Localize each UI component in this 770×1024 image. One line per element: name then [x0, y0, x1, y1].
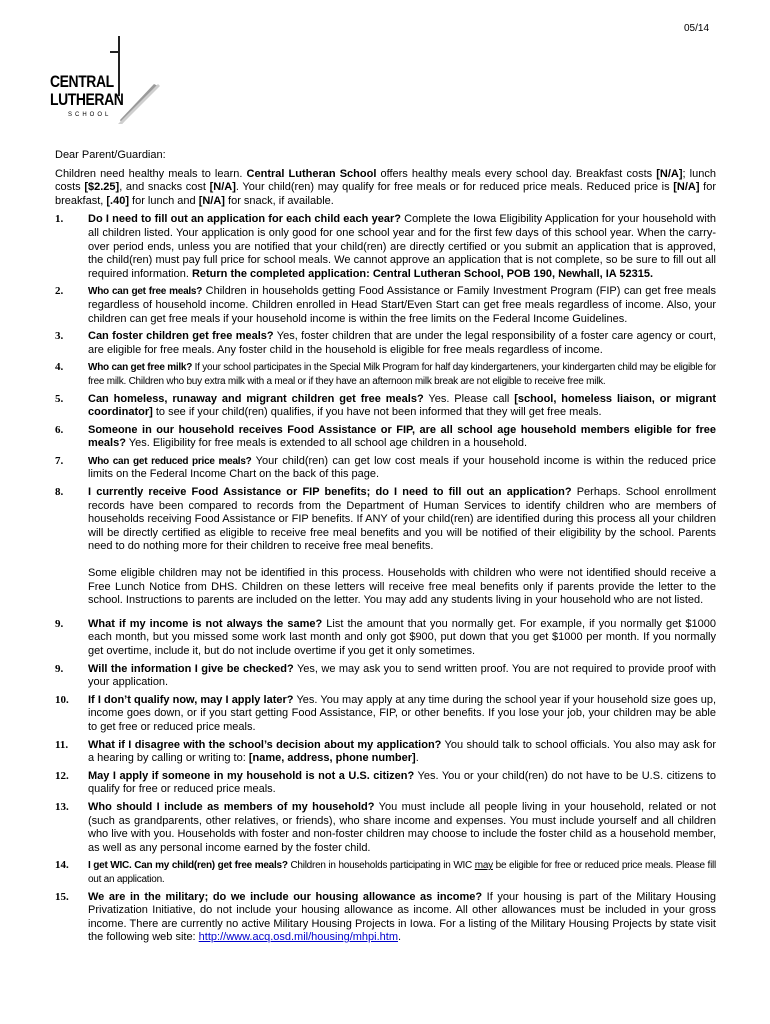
qa-number: 8. — [55, 486, 64, 499]
intro-text: Children need healthy meals to learn. — [55, 167, 247, 180]
qa-question: Who can get reduced price meals? — [88, 455, 252, 467]
qa-answer: Yes. Please call — [423, 392, 515, 405]
qa-number: 13. — [55, 800, 69, 813]
military-housing-link[interactable]: http://www.acq.osd.mil/housing/mhpi.htm — [198, 931, 398, 944]
qa-number: 4. — [55, 361, 64, 374]
qa-answer: Yes, we may ask you to send written proof. You are not required to provide proof with your application. — [88, 662, 716, 689]
qa-number: 9. — [55, 617, 64, 630]
school-logo — [50, 36, 162, 126]
qa-item — [55, 739, 716, 766]
school-name: Central Lutheran School — [246, 167, 377, 180]
qa-item — [55, 361, 716, 388]
qa-item — [55, 770, 716, 797]
qa-answer: Yes. Eligibility for free meals is extended to all school age children in a household. — [125, 437, 528, 450]
qa-item — [55, 455, 716, 482]
qa-question: I get WIC. Can my child(ren) get free meals? — [88, 860, 288, 872]
qa-number: 12. — [55, 769, 69, 782]
intro-text: for snack, if available. — [224, 194, 334, 207]
snack-cost: [N/A] — [209, 181, 236, 194]
qa-item — [55, 859, 716, 886]
qa-question: Who can get free milk? — [88, 362, 193, 374]
qa-question: May I apply if someone in my household is not a U.S. citizen? — [88, 769, 415, 782]
qa-item — [55, 801, 716, 855]
qa-question: Someone in our household receives Food Assistance or FIP, are all school age household members eligible for free meals? — [88, 423, 716, 450]
qa-question: Will the information I give be checked? — [88, 662, 294, 675]
intro-text: for lunch and — [128, 194, 199, 207]
qa-number: 15. — [55, 890, 69, 903]
qa-answer: Yes. You may apply at any time during the school year if your household size goes up, income goes down, or if you start getting Food Assistance, FIP, or other benefits. If you lose your job, your children may be able to get free or reduced price meals. — [88, 693, 717, 733]
intro-text: , and snacks cost — [119, 181, 210, 194]
logo-word-central: CENTRAL — [50, 72, 114, 91]
qa-item — [55, 330, 716, 357]
qa-answer-paragraph: Some eligible children may not be identified in this process. Households with children who were not identified should receive a Free Lunch Notice from DHS. Children on these letters will receive free meal benefits only if parents provide the letter to the school. Instructions to parents are included on the letter. You may add any students living in your household who are not listed. — [88, 567, 716, 607]
qa-question: Who should I include as members of my household? — [88, 800, 375, 813]
qa-number: 7. — [55, 454, 64, 467]
qa-item — [55, 393, 716, 420]
qa-answer: Children in households getting Food Assistance or Family Investment Program (FIP) can get free meals regardless of household income. Children enrolled in Head Start/Even Start can get free meals regardless of income. Also, your children can get free meals if your household income is within the free limits on the Federal Income Guidelines. — [88, 285, 717, 325]
qa-item — [55, 694, 716, 735]
qa-question: Can homeless, runaway and migrant children get free meals? — [88, 392, 424, 405]
qa-question: What if my income is not always the same? — [88, 617, 323, 630]
cross-bar — [110, 51, 120, 53]
qa-answer: If your housing is part of the Military Housing Privatization Initiative, do not include your housing allowance as income. All other allowances must be included in your gross income. There are currently no active Military Housing Projects in Iowa. For a listing of the Military Housing Projects by state visit the following web site: — [88, 890, 716, 944]
lunch-cost: [$2.25] — [84, 181, 120, 194]
contact-placeholder: [school, homeless liaison, or migrant coordinator] — [88, 392, 716, 419]
qa-question: What if I disagree with the school’s decision about my application? — [88, 738, 442, 751]
qa-item — [55, 285, 716, 326]
contact-placeholder: [name, address, phone number] — [248, 752, 416, 765]
intro-text: . Your child(ren) may qualify for free meals or for reduced price meals. Reduced price is — [235, 181, 674, 194]
qa-item — [55, 663, 716, 690]
intro-text: for breakfast, — [55, 181, 717, 207]
qa-number: 9. — [55, 662, 64, 675]
logo-word-school: SCHOOL — [68, 112, 112, 118]
qa-item — [55, 486, 716, 608]
intro-text: ; lunch costs — [55, 167, 716, 194]
qa-answer: Yes. You or your child(ren) do not have to be U.S. citizens to qualify for free or reduced price meals. — [88, 769, 716, 796]
logo-word-lutheran: LUTHERAN — [50, 90, 124, 109]
qa-item — [55, 213, 716, 281]
qa-answer: Your child(ren) can get low cost meals if your household income is within the reduced price limits on the Federal Income Chart on the back of this page. — [88, 454, 716, 481]
qa-answer: Children in households participating in WIC — [287, 860, 475, 872]
qa-number: 2. — [55, 285, 64, 298]
qa-answer: You must include all people living in your household, related or not (such as grandparents, other relatives, or friends), who share income and expenses. You must include yourself and all children who live with you. Households with foster and non-foster children may choose to include the foster child as a household member, as well as any personal income earned by the foster child. — [88, 800, 716, 854]
qa-question: I currently receive Food Assistance or FIP benefits; do I need to fill out an application? — [88, 486, 572, 499]
intro-paragraph — [55, 168, 716, 209]
salutation: Dear Parent/Guardian: — [55, 149, 166, 161]
qa-number: 6. — [55, 423, 64, 436]
qa-item — [55, 891, 716, 945]
qa-answer: . — [397, 931, 402, 944]
qa-question: Can foster children get free meals? — [88, 330, 274, 343]
return-address: Return the completed application: Central Lutheran School, POB 190, Newhall, IA 52315. — [191, 267, 654, 280]
qa-answer: If your school participates in the Special Milk Program for half day kindergarteners, your kindergarten child may be eligible for free milk. Children who buy extra milk with a meal or if they have an afternoon milk break are not eligible to receive free milk. — [88, 362, 717, 387]
qa-item — [55, 618, 716, 659]
qa-answer: be eligible for free or reduced price meals. Please fill out an application. — [88, 860, 716, 885]
qa-answer: List the amount that you normally get. For example, if you normally get $1000 each month, but you missed some work last month and only got $900, put down that you get $1000 per month. If you normally get overtime, include it, but do not include overtime if you get it only sometimes. — [88, 617, 716, 657]
qa-question: Who can get free meals? — [88, 286, 203, 298]
qa-item — [55, 424, 716, 451]
reduced-lunch-cost: [.40] — [106, 194, 129, 207]
qa-answer: Complete the Iowa Eligibility Application for your household with all children listed. Your application is only good for one school year and for the first few days of this school year. When the carry-over period ends, unless you are notified that your child(ren) are directly certified or you submit an application that is approved, the child(ren) must pay full price for school meals. We cannot approve an application that is not complete, so be sure to fill out all required information. — [88, 213, 716, 280]
qa-question: If I don’t qualify now, may I apply later? — [88, 693, 294, 706]
qa-number: 10. — [55, 693, 69, 706]
date-code: 05/14 — [684, 23, 710, 34]
qa-answer: . — [415, 752, 419, 765]
emphasis-may: may — [474, 860, 493, 872]
qa-number: 1. — [55, 213, 64, 226]
qa-number: 5. — [55, 392, 64, 405]
qa-number: 3. — [55, 330, 64, 343]
qa-number: 11. — [55, 738, 69, 751]
qa-answer: to see if your child(ren) qualifies, if you have not been informed that they will get free meals. — [152, 406, 602, 419]
intro-text: offers healthy meals every school day. Breakfast costs — [376, 167, 657, 180]
qa-number: 14. — [55, 859, 69, 872]
qa-answer: You should talk to school officials. You also may ask for a hearing by calling or writing to: — [88, 738, 716, 765]
breakfast-cost: [N/A] — [656, 167, 683, 180]
qa-answer: Perhaps. School enrollment records have been compared to records from the Department of Human Services to identify children who are members of households receiving Food Assistance or FIP benefits. If ANY of your child(ren) are identified during this process all your children will be directly certified as eligible to receive free meal benefits and you will be notified of their eligibility by the school. Parents need to do nothing more for their children to receive free meal benefits. — [88, 486, 717, 553]
qa-question: We are in the military; do we include our housing allowance as income? — [88, 890, 483, 903]
qa-question: Do I need to fill out an application for each child each year? — [88, 213, 401, 226]
reduced-snack-cost: [N/A] — [198, 194, 225, 207]
reduced-breakfast-cost: [N/A] — [673, 181, 700, 194]
qa-answer: Yes, foster children that are under the legal responsibility of a foster care agency or court, are eligible for free meals. Any foster child in the household is eligible for free meals regardless of income. — [88, 330, 716, 356]
letter-body — [55, 149, 716, 949]
